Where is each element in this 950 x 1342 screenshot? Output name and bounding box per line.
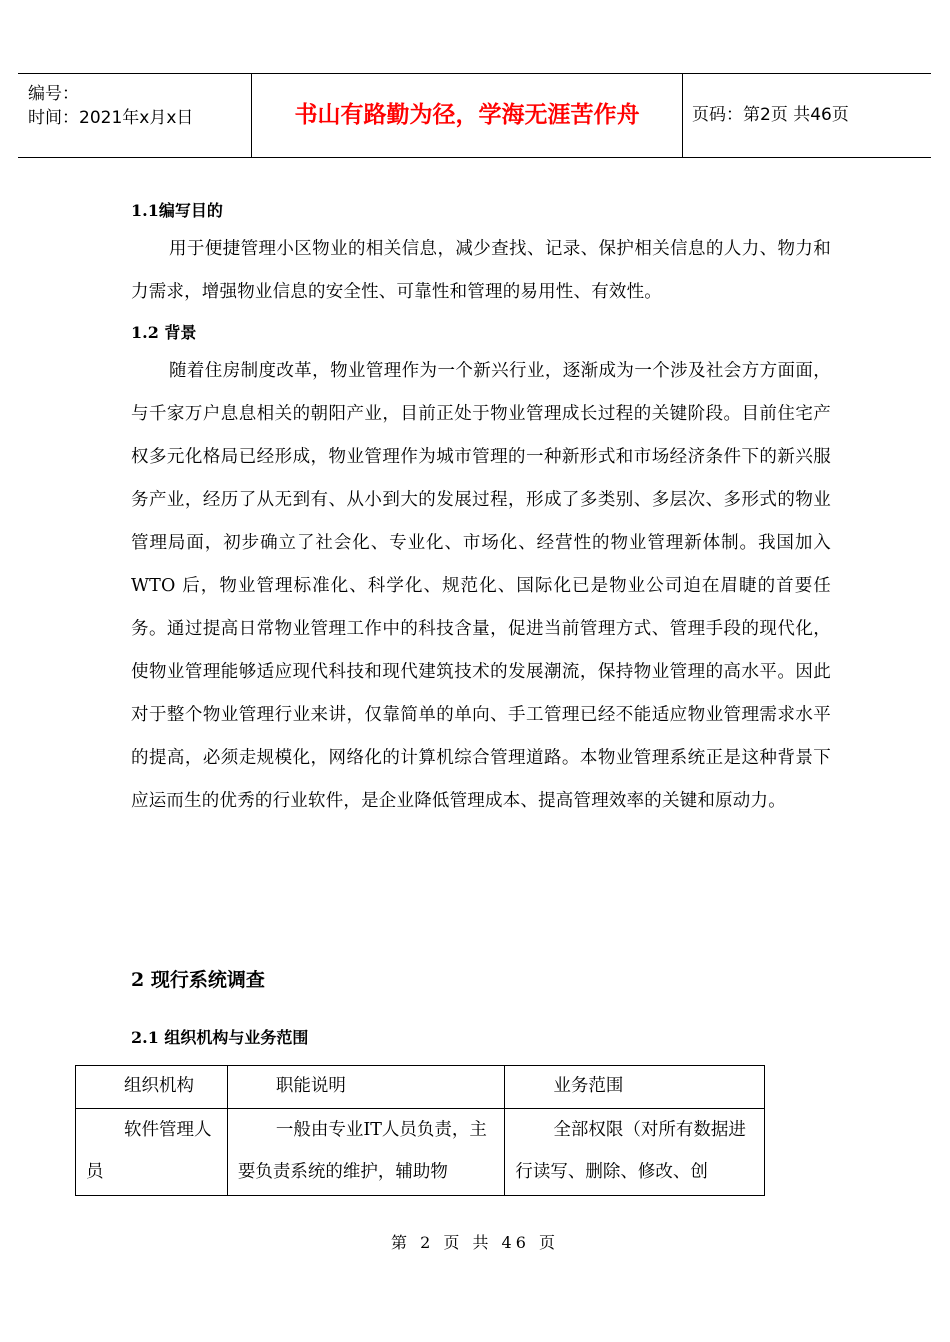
section-title-1-1: 1.1编写目的 [131, 201, 223, 220]
document-number-label: 编号： [28, 84, 79, 104]
table-cell: 一般由专业IT人员负责，主要负责系统的维护，辅助物 [227, 1109, 505, 1196]
header-divider [682, 74, 683, 157]
table-row [76, 1109, 765, 1196]
section-title-2: 2 现行系统调查 [131, 969, 265, 991]
page-footer: 第 2 页 共 46 页 [391, 1233, 559, 1252]
header-meta [28, 82, 193, 130]
section-title-1-2: 1.2 背景 [131, 323, 197, 342]
header-motto: 书山有路勤为径，学海无涯苦作舟 [294, 102, 640, 128]
table-header-cell: 职能说明 [227, 1066, 505, 1109]
section-paragraph-1-1: 用于便捷管理小区物业的相关信息，减少查找、记录、保护相关信息的人力、物力和力需求，增强物业信息的安全性、可靠性和管理的易用性、有效性。 [131, 239, 831, 302]
table-cell: 全部权限（对所有数据进行读写、删除、修改、创 [505, 1109, 765, 1196]
page-header [18, 73, 931, 158]
section-title-2-1: 2.1 组织机构与业务范围 [131, 1028, 309, 1047]
document-time-label: 时间：2021年x月x日 [28, 108, 194, 128]
table-header-row [76, 1066, 765, 1109]
table-cell: 软件管理人员 [76, 1109, 228, 1196]
table-header-cell: 组织机构 [76, 1066, 228, 1109]
header-page-number: 页码：第2页 共46页 [692, 105, 849, 125]
organization-table [75, 1065, 765, 1196]
table-header-cell: 业务范围 [505, 1066, 765, 1109]
section-paragraph-1-2: 随着住房制度改革，物业管理作为一个新兴行业，逐渐成为一个涉及社会方方面面，与千家万户息息相关的朝阳产业，目前正处于物业管理成长过程的关键阶段。目前住宅产权多元化格局已经形成，物业管理作为城市管理的一种新形式和市场经济条件下的新兴服务产业，经历了从无到有、从小到大的发展过程，形成了多类别、多层次、多形式的物业管理局面，初步确立了社会化、专业化、市场化、经营性的物业管理新体制。我国加入WTO 后，物业管理标准化、科学化、规范化、国际化已是物业公司迫在眉睫的首要任务。通过提高日常物业管理工作中的科技含量，促进当前管理方式、管理手段的现代化，使物业管理能够适应现代科技和现代建筑技术的发展潮流，保持物业管理的高水平。因此对于整个物业管理行业来讲，仅靠简单的单向、手工管理已经不能适应物业管理需求水平的提高，必须走规模化，网络化的计算机综合管理道路。本物业管理系统正是这种背景下应运而生的优秀的行业软件，是企业降低管理成本、提高管理效率的关键和原动力。 [131, 361, 831, 811]
